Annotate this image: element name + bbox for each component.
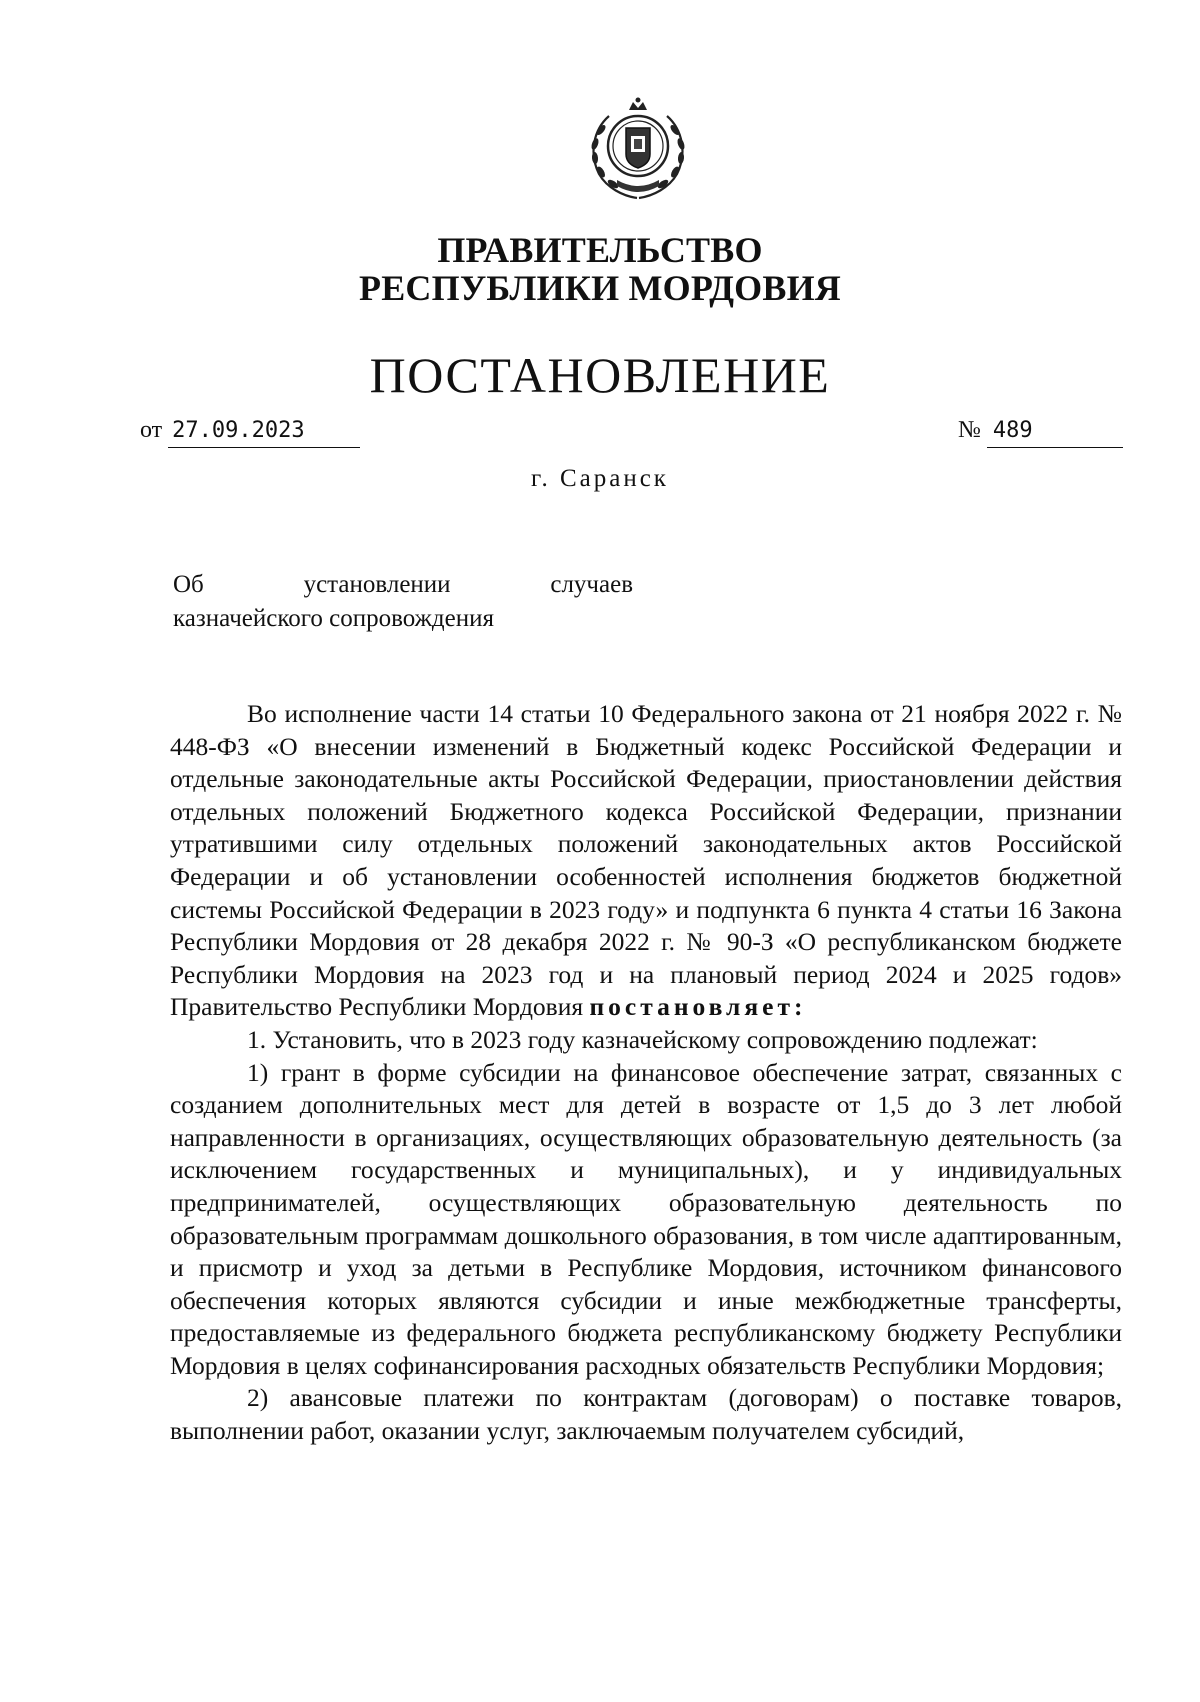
paragraph-item-1: 1. Установить, что в 2023 году казначейскому сопровождению подлежат: <box>247 1024 1038 1054</box>
document-type-title: ПОСТАНОВЛЕНИЕ <box>369 347 831 403</box>
decree-word: постановляет: <box>589 992 807 1022</box>
paragraph-preamble <box>170 698 1122 1024</box>
organization-name-line2: РЕСПУБЛИКИ МОРДОВИЯ <box>359 268 841 308</box>
city-name: г. Саранск <box>531 465 669 492</box>
document-date <box>140 415 360 448</box>
subject-line2: казначейского сопровождения <box>173 605 494 632</box>
paragraph-subitem-1: 1) грант в форме субсидии на финансовое обеспечение затрат, связанных с созданием дополнительных мест для детей в возрасте от 1,5 до 3 лет любой направленности в организациях, осуществляющих образовательную деятельность (за исключением государственных и муниципальных), и у индивидуальных предпринимателей, осуществляющих образовательную деятельность по образовательным программам дошкольного образования, в том числе адаптированным, и присмотр и уход за детьми в Республике Мордовия, источником финансового обеспечения которых являются субсидии и иные межбюджетные трансферты, предоставляемые из федерального бюджета республиканскому бюджету Республики Мордовия в целях софинансирования расходных обязательств Республики Мордовия; <box>170 1057 1122 1380</box>
document-body <box>170 698 1122 1448</box>
paragraph-subitem-2: 2) авансовые платежи по контрактам (договорам) о поставке товаров, выполнении работ, оказании услуг, заключаемым получателем субсидий, <box>170 1383 1122 1446</box>
organization-name-line1: ПРАВИТЕЛЬСТВО <box>437 230 763 270</box>
coat-of-arms-emblem <box>579 96 697 204</box>
preamble-text: Во исполнение части 14 статьи 10 Федерального закона от 21 ноября 2022 г. № 448-ФЗ «О внесении изменений в Бюджетный кодекс Российской Федерации и отдельные законодательные акты Российской Федерации, приостановлении действия отдельных положений Бюджетного кодекса Российской Федерации, признании утратившими силу отдельных положений законодательных актов Российской Федерации и об установлении особенностей исполнения бюджетов бюджетной системы Российской Федерации в 2023 году» и подпункта 6 пункта 4 статьи 16 Закона Республики Мордовия от 28 декабря 2022 г. № 90-З «О республиканском бюджете Республики Мордовия на 2023 год и на плановый период 2024 и 2025 годов» Правительство Республики Мордовия <box>170 699 1122 1022</box>
date-prefix: от <box>140 417 163 443</box>
subject-line1: Об установлении случаев <box>173 571 633 598</box>
number-value: 489 <box>987 416 1123 448</box>
document-number <box>958 415 1123 448</box>
date-value: 27.09.2023 <box>168 416 360 448</box>
number-prefix: № <box>958 417 981 443</box>
document-subject <box>173 568 633 636</box>
